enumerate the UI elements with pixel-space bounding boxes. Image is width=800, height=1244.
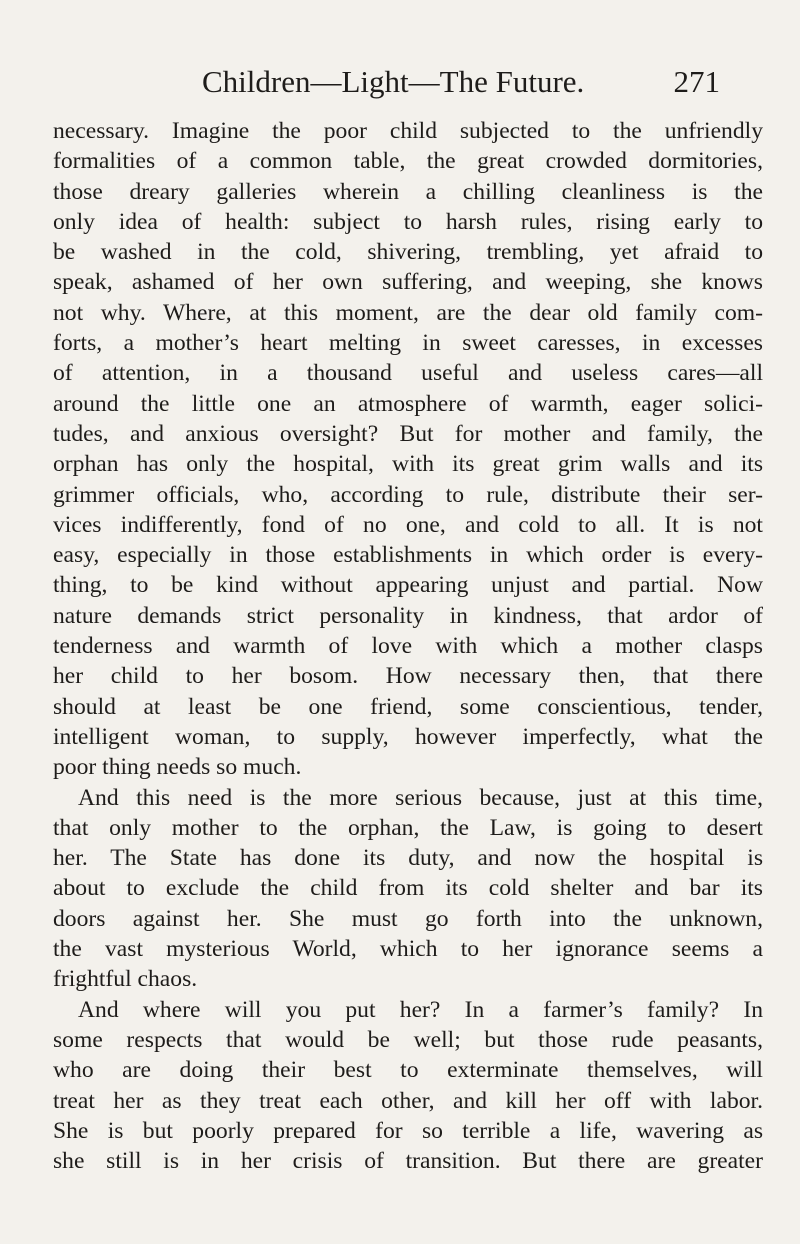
text-line: not why. Where, at this moment, are the dear old family com-: [53, 299, 763, 326]
text-line: be washed in the cold, shivering, trembling, yet afraid to: [53, 239, 763, 266]
body-text: [53, 116, 763, 1176]
text-line: formalities of a common table, the great crowded dormitories,: [53, 148, 763, 175]
text-line: about to exclude the child from its cold shelter and bar its: [53, 875, 763, 902]
text-line: around the little one an atmosphere of warmth, eager solici-: [53, 390, 763, 417]
text-line: only idea of health: subject to harsh rules, rising early to: [53, 208, 763, 235]
text-line: grimmer officials, who, according to rule, distribute their ser-: [53, 481, 763, 508]
text-line: thing, to be kind without appearing unjust and partial. Now: [53, 572, 763, 599]
text-line: the vast mysterious World, which to her ignorance seems a: [53, 936, 763, 963]
text-line: that only mother to the orphan, the Law, is going to desert: [53, 814, 763, 841]
text-line: frightful chaos.: [53, 966, 198, 993]
text-line: she still is in her crisis of transition. But there are greater: [53, 1148, 763, 1175]
text-line: forts, a mother’s heart melting in sweet caresses, in excesses: [53, 330, 763, 357]
text-line: tenderness and warmth of love with which a mother clasps: [53, 633, 763, 660]
text-line: necessary. Imagine the poor child subjected to the unfriendly: [53, 118, 763, 144]
text-line: poor thing needs so much.: [53, 754, 302, 781]
text-line: She is but poorly prepared for so terrible a life, wavering as: [53, 1117, 763, 1144]
text-line: nature demands strict personality in kindness, that ardor of: [53, 602, 763, 629]
text-line: easy, especially in those establishments in which order is every-: [53, 542, 763, 569]
text-line: should at least be one friend, some conscientious, tender,: [53, 693, 763, 720]
text-line: And where will you put her? In a farmer’s family? In: [78, 996, 763, 1023]
chapter-title: Children—Light—The Future.: [202, 64, 585, 99]
text-line: intelligent woman, to supply, however imperfectly, what the: [53, 723, 763, 750]
text-line: doors against her. She must go forth into the unknown,: [53, 905, 763, 932]
text-line: her. The State has done its duty, and now the hospital is: [53, 845, 763, 872]
text-line: those dreary galleries wherein a chilling cleanliness is the: [53, 178, 763, 205]
text-line: who are doing their best to exterminate themselves, will: [53, 1057, 763, 1084]
text-line: treat her as they treat each other, and kill her off with labor.: [53, 1087, 763, 1114]
text-line: And this need is the more serious because, just at this time,: [78, 784, 763, 811]
text-line: tudes, and anxious oversight? But for mother and family, the: [53, 420, 763, 447]
text-line: vices indifferently, fond of no one, and cold to all. It is not: [53, 511, 763, 538]
page-number: 271: [673, 64, 720, 99]
text-line: speak, ashamed of her own suffering, and weeping, she knows: [53, 269, 763, 296]
running-head: [160, 62, 720, 102]
text-line: her child to her bosom. How necessary then, that there: [53, 663, 763, 690]
text-line: orphan has only the hospital, with its great grim walls and its: [53, 451, 763, 478]
text-line: some respects that would be well; but those rude peasants,: [53, 1026, 763, 1053]
text-line: of attention, in a thousand useful and useless cares—all: [53, 360, 763, 387]
